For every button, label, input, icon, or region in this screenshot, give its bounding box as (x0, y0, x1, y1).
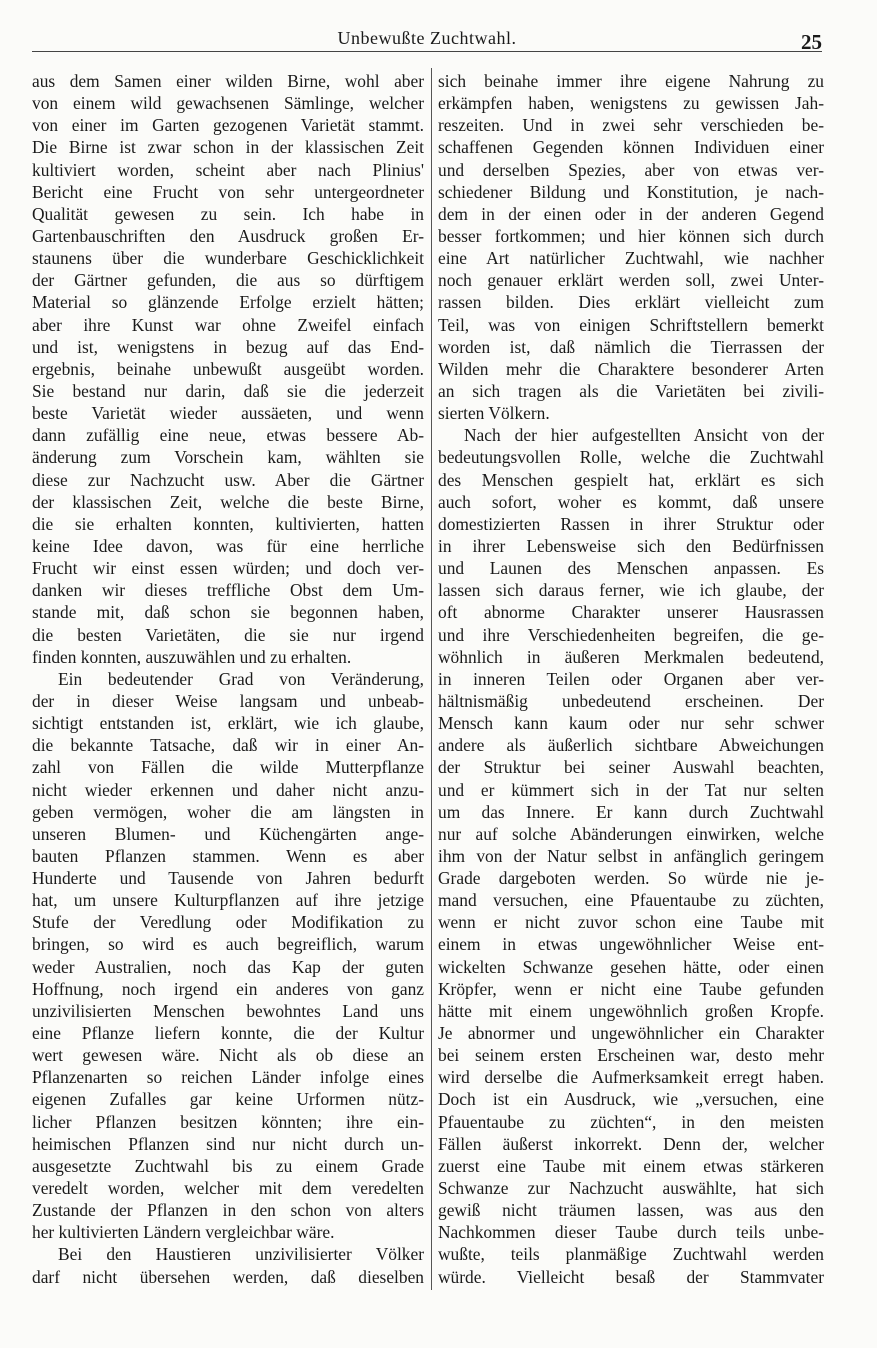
text-line: wickelten Schwanze gesehen hätte, oder einen (438, 956, 824, 977)
text-line: sich beinahe immer ihre eigene Nahrung zu (438, 71, 824, 91)
text-line: Pflanzenarten so reichen Länder infolge eines (32, 1067, 424, 1088)
text-line: um das Innere. Er kann durch Zuchtwahl (438, 801, 824, 822)
text-line: ausgesetzte Zuchtwahl bis zu einem Grade (32, 1155, 424, 1176)
text-line: die besten Varietäten, die sie nur irgend (32, 624, 424, 645)
text-line: unseren Blumen- und Küchengärten ange- (32, 823, 424, 844)
text-line: Mensch kann kaum oder nur sehr schwer (438, 713, 824, 734)
text-line: schiedener Bildung und Konstitution, je nach- (438, 181, 824, 202)
text-line: bei seinem ersten Erscheinen war, desto mehr (438, 1045, 824, 1066)
text-line: Stufe der Veredlung oder Modifikation zu (32, 912, 424, 933)
text-line: andere als äußerlich sichtbare Abweichungen (438, 735, 824, 756)
text-line: Qualität gewesen zu sein. Ich habe in (32, 203, 424, 224)
text-line: hat, um unsere Kulturpflanzen auf ihre jetzige (32, 890, 424, 911)
text-line: heimischen Pflanzen sind nur nicht durch un- (32, 1133, 424, 1154)
page-number: 25 (801, 30, 822, 54)
text-line: eine Pflanze liefern konnte, die der Kultur (32, 1023, 424, 1044)
text-line: Pfauentaube zu züchten“, in den meisten (438, 1111, 824, 1132)
text-line: licher Pflanzen besitzen könnten; ihre ein- (32, 1111, 424, 1132)
text-line: Sie bestand nur darin, daß sie die jederzeit (32, 380, 424, 401)
text-line: rassen bilden. Dies erklärt vielleicht zum (438, 292, 824, 313)
text-line: wird derselbe die Aufmerksamkeit erregt haben. (438, 1067, 824, 1088)
text-line: und ist, wenigstens in bezug auf das End- (32, 336, 424, 357)
text-line: keine Idee davon, was für eine herrliche (32, 535, 424, 556)
text-line: und Launen des Menschen anpassen. Es (438, 558, 824, 579)
text-line: Kröpfer, wenn er nicht eine Taube gefunden (438, 978, 824, 999)
text-line: darf nicht übersehen werden, daß dieselben (32, 1266, 424, 1287)
text-line: Die Birne ist zwar schon in der klassischen Zeit (32, 137, 424, 158)
text-line: eigenen Zufalles gar keine Urformen nütz- (32, 1089, 424, 1110)
text-line: Hoffnung, noch irgend ein anderes von ganz (32, 978, 424, 999)
text-line: stande mit, daß schon sie begonnen haben, (32, 602, 424, 623)
text-line: der in dieser Weise langsam und unbeab- (32, 690, 424, 711)
text-line: Schwanze zur Nachzucht auswählte, hat sich (438, 1178, 824, 1199)
text-line: Gartenbauschriften den Ausdruck großen Er- (32, 225, 424, 246)
text-line: nicht wieder erkennen und daher nicht anzu- (32, 779, 424, 800)
text-line: Je abnormer und ungewöhnlicher ein Charakter (438, 1023, 824, 1044)
text-line: zuerst eine Taube mit einem etwas stärkeren (438, 1155, 824, 1176)
right-column (438, 70, 824, 1288)
text-line: Bei den Haustieren unzivilisierter Völker (58, 1244, 424, 1265)
text-line: auch sofort, woher es kommt, daß unsere (438, 491, 824, 512)
text-line: Doch ist ein Ausdruck, wie „versuchen, eine (438, 1089, 824, 1110)
text-line: in inneren Teilen oder Organen aber ver- (438, 668, 824, 689)
text-line: sierten Völkern. (438, 403, 550, 424)
text-line: Nachkommen dieser Taube durch teils unbe- (438, 1222, 824, 1243)
text-line: dann zufällig eine neue, etwas bessere Ab- (32, 425, 424, 446)
text-line: und derselben Spezies, aber von etwas ver- (438, 159, 824, 180)
text-line: wert gewesen wäre. Nicht als ob diese an (32, 1045, 424, 1066)
text-line: danken wir dieses treffliche Obst dem Um- (32, 580, 424, 601)
text-line: sichtigt entstanden ist, erklärt, wie ich glaube, (32, 713, 424, 734)
text-line: Nach der hier aufgestellten Ansicht von der (464, 425, 824, 446)
text-line: wußte, teils planmäßige Zuchtwahl werden (438, 1244, 824, 1265)
text-line: aber ihre Kunst war ohne Zweifel einfach (32, 314, 424, 335)
text-line: Zustande der Pflanzen in den schon von alters (32, 1200, 424, 1221)
text-line: ergebnis, beinahe unbewußt ausgeübt worden. (32, 358, 424, 379)
text-line: Hunderte und Tausende von Jahren bedurft (32, 868, 424, 889)
text-line: worden ist, daß nämlich die Tierrassen der (438, 336, 824, 357)
text-line: Material so glänzende Erfolge erzielt hätten; (32, 292, 424, 313)
text-line: des Menschen gespielt hat, erklärt es sich (438, 469, 824, 490)
text-line: gewiß nicht träumen lassen, was aus den (438, 1200, 824, 1221)
text-line: die bekannte Tatsache, daß wir in einer An- (32, 735, 424, 756)
text-line: Grade dargeboten werden. So würde nie je- (438, 868, 824, 889)
text-line: geben vermögen, woher die am längsten in (32, 801, 424, 822)
text-line: und er kümmert sich in der Tat nur selten (438, 779, 824, 800)
text-line: kultiviert worden, scheint aber nach Plinius' (32, 159, 424, 180)
text-line: und ihre Verschiedenheiten begreifen, die ge- (438, 624, 824, 645)
text-line: wenn er nicht zuvor schon eine Taube mit (438, 912, 824, 933)
text-line: erkämpfen haben, wenigstens zu gewissen Jah- (438, 93, 824, 114)
text-line: Bericht eine Frucht von sehr untergeordneter (32, 181, 424, 202)
text-line: lassen sich daraus ferner, wie ich glaube, der (438, 580, 824, 601)
header-rule (32, 51, 822, 52)
text-line: an sich tragen als die Varietäten bei zivili- (438, 380, 824, 401)
text-line: von einem wild gewachsenen Sämlinge, welcher (32, 93, 424, 114)
text-line: bedeutungsvollen Rolle, welche die Zuchtwahl (438, 447, 824, 468)
text-line: Ein bedeutender Grad von Veränderung, (58, 668, 424, 689)
text-line: reszeiten. Und in zwei sehr verschieden be- (438, 115, 824, 136)
text-line: in ihrer Lebensweise sich den Bedürfnissen (438, 535, 824, 556)
text-line: beste Varietät wieder aussäeten, und wenn (32, 403, 424, 424)
text-line: unzivilisierten Menschen bewohntes Land uns (32, 1000, 424, 1021)
text-line: her kultivierten Ländern vergleichbar wäre. (32, 1222, 335, 1243)
text-line: Wilden mehr die Charaktere besonderer Arten (438, 358, 824, 379)
text-line: Fällen äußerst inkorrekt. Denn der, welcher (438, 1133, 824, 1154)
text-line: die sie erhalten konnten, kultivierten, hatten (32, 513, 424, 534)
text-line: wöhnlich in äußeren Merkmalen bedeutend, (438, 646, 824, 667)
paragraph (438, 424, 824, 1287)
text-line: besser fortkommen; und hier können sich durch (438, 225, 824, 246)
text-line: einem in etwas ungewöhnlicher Weise ent- (438, 934, 824, 955)
text-line: würde. Vielleicht besaß der Stammvater (438, 1266, 824, 1287)
text-line: Frucht wir einst essen würden; und doch ver- (32, 558, 424, 579)
text-line: hätte mit einem ungewöhnlich großen Kropfe. (438, 1000, 824, 1021)
text-line: domestizierten Rassen in ihrer Struktur oder (438, 513, 824, 534)
text-line: von einer im Garten gezogenen Varietät stammt. (32, 115, 424, 136)
text-line: der Struktur bei seiner Auswahl beachten, (438, 757, 824, 778)
left-column (32, 70, 424, 1288)
text-line: schaffenen Gegenden können Individuen einer (438, 137, 824, 158)
text-line: noch genauer erklärt werden soll, zwei Unter- (438, 270, 824, 291)
text-line: ihm von der Natur selbst in anfänglich geringem (438, 845, 824, 866)
text-line: dem in der einen oder in der anderen Gegend (438, 203, 824, 224)
text-line: Teil, was von einigen Schriftstellern bemerkt (438, 314, 824, 335)
column-divider (431, 68, 432, 1290)
text-line: nur auf solche Abänderungen einwirken, welche (438, 823, 824, 844)
text-line: finden konnten, auszuwählen und zu erhalten. (32, 646, 352, 667)
paragraph (32, 668, 424, 1244)
text-line: veredelt worden, welcher mit dem veredelten (32, 1178, 424, 1199)
text-line: der Gärtner gefunden, die aus so dürftigem (32, 270, 424, 291)
text-line: oft abnorme Charakter unserer Hausrassen (438, 602, 824, 623)
paragraph (32, 1243, 424, 1287)
page-header (32, 28, 822, 52)
running-title: Unbewußte Zuchtwahl. (337, 28, 517, 48)
paragraph (32, 70, 424, 668)
text-line: hältnismäßig unbedeutend erscheinen. Der (438, 690, 824, 711)
text-line: bauten Pflanzen stammen. Wenn es aber (32, 845, 424, 866)
text-line: diese zur Nachzucht usw. Aber die Gärtner (32, 469, 424, 490)
paragraph (438, 70, 824, 424)
text-line: staunens über die wunderbare Geschicklichkeit (32, 248, 424, 269)
text-line: mand versuchen, eine Pfauentaube zu züchten, (438, 890, 824, 911)
text-line: zahl von Fällen die wilde Mutterpflanze (32, 757, 424, 778)
text-line: bringen, so wird es auch begreiflich, warum (32, 934, 424, 955)
text-line: der klassischen Zeit, welche die beste Birne, (32, 491, 424, 512)
text-line: aus dem Samen einer wilden Birne, wohl aber (32, 71, 424, 91)
text-line: änderung zum Vorschein kam, wählten sie (32, 447, 424, 468)
text-line: eine Art natürlicher Zuchtwahl, wie nachher (438, 248, 824, 269)
text-line: weder Australien, noch das Kap der guten (32, 956, 424, 977)
